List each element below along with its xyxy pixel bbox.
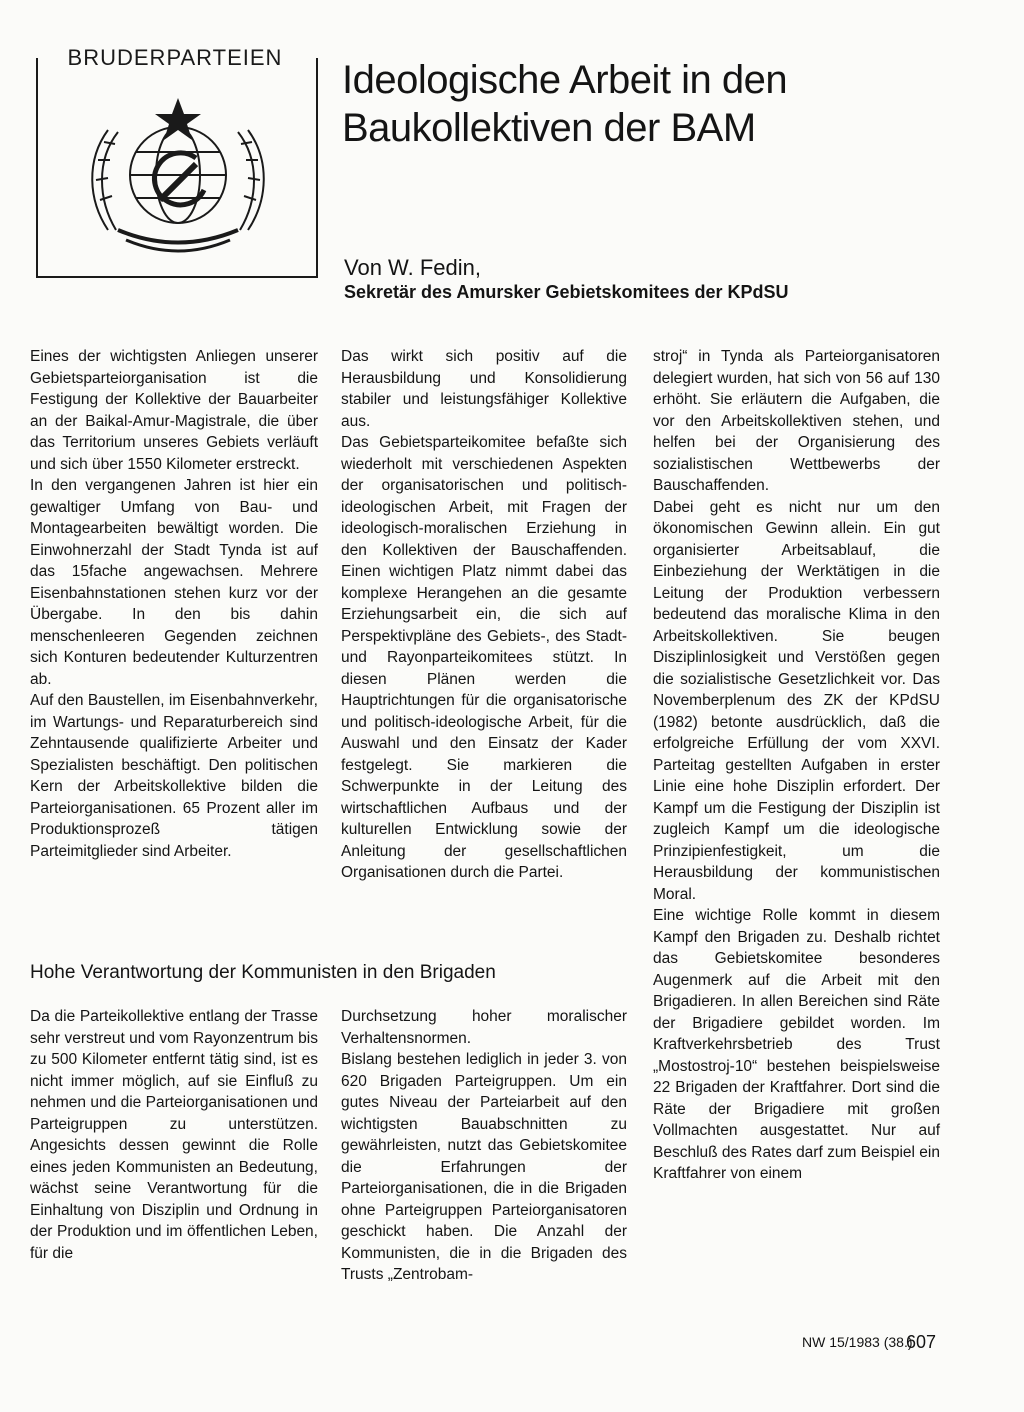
paragraph: Bislang bestehen lediglich in jeder 3. von 620 Brigaden Parteigruppen. Um ein gutes Niveau der Parteiarbeit auf den wichtigsten Bauabschnitten zu gewährleisten, nutzt das Gebietskomitee die Erfahrungen der Parteiorganisationen, die in die Brigaden ohne Parteigruppen Parteiorganisatoren geschickt haben. Die Anzahl der Kommunisten, die in die Brigaden des Trusts „Zentrobam-: [341, 1051, 627, 1283]
paragraph: Da die Parteikollektive entlang der Trasse sehr verstreut und vom Rayonzentrum bis zu 500 Kilometer entfernt tätig sind, ist es nicht immer möglich, auf sie Einfluß zu nehmen und die Parteiorganisationen und Parteigruppen zu unterstützen. Angesichts dessen gewinnt die Rolle eines jeden Kommunisten an Bedeutung, wächst seine Verantwortung für die Einhaltung von Disziplin und Ordnung in der Produktion und im öffentlichen Leben, für die: [30, 1008, 318, 1262]
column-5: [341, 1006, 627, 1286]
paragraph: Eine wichtige Rolle kommt in diesem Kampf den Brigaden zu. Deshalb richtet das Gebietskomitee besonderes Augenmerk auf die Arbeit mit den Brigadieren. In allen Bereichen sind Räte der Brigadiere gebildet worden. Im Kraftverkehrsbetrieb des Trust „Mostostroj-10“ bestehen beispielsweise 22 Brigaden der Kraftfahrer. Dort sind die Räte der Brigadiere mit großen Vollmachten ausgestattet. Nur auf Beschluß des Rates darf zum Beispiel ein Kraftfahrer von einem: [653, 907, 940, 1182]
paragraph: stroj“ in Tynda als Parteiorganisatoren delegiert wurden, hat sich von 56 auf 130 erhöht. Sie erläutern die Aufgaben, die vor den Arbeitskollektiven stehen, und helfen bei der Organisierung des sozialistischen Wettbewerbs der Bauschaffenden.: [653, 348, 940, 494]
paragraph: In den vergangenen Jahren ist hier ein gewaltiger Umfang von Bau- und Montagearbeiten bewältigt worden. Die Einwohnerzahl der Stadt Tynda ist auf das 15fache angewachsen. Mehrere Eisenbahnstationen stehen kurz vor der Übergabe. In den bis dahin menschenleeren Gegenden zeichnen sich Konturen bedeutender Kulturzentren ab.: [30, 477, 318, 688]
author-role: Sekretär des Amursker Gebietskomitees der KPdSU: [344, 282, 789, 302]
paragraph: Auf den Baustellen, im Eisenbahnverkehr, im Wartungs- und Reparaturbereich sind Zehntausende qualifizierte Arbeiter und Spezialisten beschäftigt. Den politischen Kern der Arbeitskollektive bilden die Parteiorganisationen. 65 Prozent aller im Produktionsprozeß tätigen Parteimitglieder sind Arbeiter.: [30, 692, 318, 860]
byline: [344, 255, 964, 305]
column-3: [653, 346, 940, 1185]
paragraph: Durchsetzung hoher moralischer Verhaltensnormen.: [341, 1008, 627, 1047]
paragraph: Das Gebietsparteikomitee befaßte sich wiederholt mit verschiedenen Aspekten der organisatorischen und politisch-ideologischen Arbeit, mit Fragen der ideologisch-moralischen Erziehung in den Kollektiven der Bauschaffenden. Einen wichtigen Platz nimmt dabei das komplexe Herangehen an die gesamte Erziehungsarbeit ein, die sich auf Perspektivpläne des Gebiets-, des Stadt- und Rayonparteikomitees stützt. In diesen Plänen werden die Hauptrichtungen für die organisatorische und politisch-ideologische Arbeit, für die Auswahl und den Einsatz der Kader festgelegt. Sie markieren die Schwerpunkte in der Leitung des wirtschaftlichen Aufbaus und der kulturellen Entwicklung sowie der Anleitung der gesellschaftlichen Organisationen durch die Partei.: [341, 434, 627, 881]
page-number: 607: [906, 1332, 937, 1352]
section-subheading: Hohe Verantwortung der Kommunisten in den Brigaden: [30, 962, 496, 983]
state-emblem: [78, 80, 278, 260]
column-1: [30, 346, 318, 862]
column-2: [341, 346, 627, 884]
author-name: Von W. Fedin,: [344, 255, 481, 280]
paragraph: Das wirkt sich positiv auf die Herausbildung und Konsolidierung stabiler und leistungsfähiger Kollektive aus.: [341, 348, 627, 430]
section-label: BRUDERPARTEIEN: [38, 40, 312, 76]
paragraph: Eines der wichtigsten Anliegen unserer Gebietsparteiorganisation ist die Festigung der Kollektive der Bauarbeiter an der Baikal-Amur-Magistrale, die über das Territorium unseres Gebiets verläuft und sich über 1550 Kilometer erstreckt.: [30, 348, 318, 473]
paragraph: Dabei geht es nicht nur um den ökonomischen Gewinn allein. Ein gut organisierter Arbeitsablauf, die Einbeziehung der Werktätigen in die Leitung der Produktion verbessern bedeutend das moralische Klima in den Arbeitskollektiven. Sie beugen Disziplinlosigkeit und Verstößen gegen die sozialistische Gesetzlichkeit vor. Das Novemberplenum des ZK der KPdSU (1982) betonte ausdrücklich, daß die erfolgreiche Erfüllung der vom XXVI. Parteitag gestellten Aufgaben in erster Linie eine hohe Disziplin erfordert. Der Kampf um die Festigung der Disziplin ist zugleich Kampf um die ideologische Prinzipienfestigkeit, um die Herausbildung der kommunistischen Moral.: [653, 498, 940, 903]
article-title: Ideologische Arbeit in den Baukollektiven der BAM: [342, 58, 788, 150]
issue-reference: NW 15/1983 (38.): [802, 1334, 913, 1350]
column-4: [30, 1006, 318, 1264]
